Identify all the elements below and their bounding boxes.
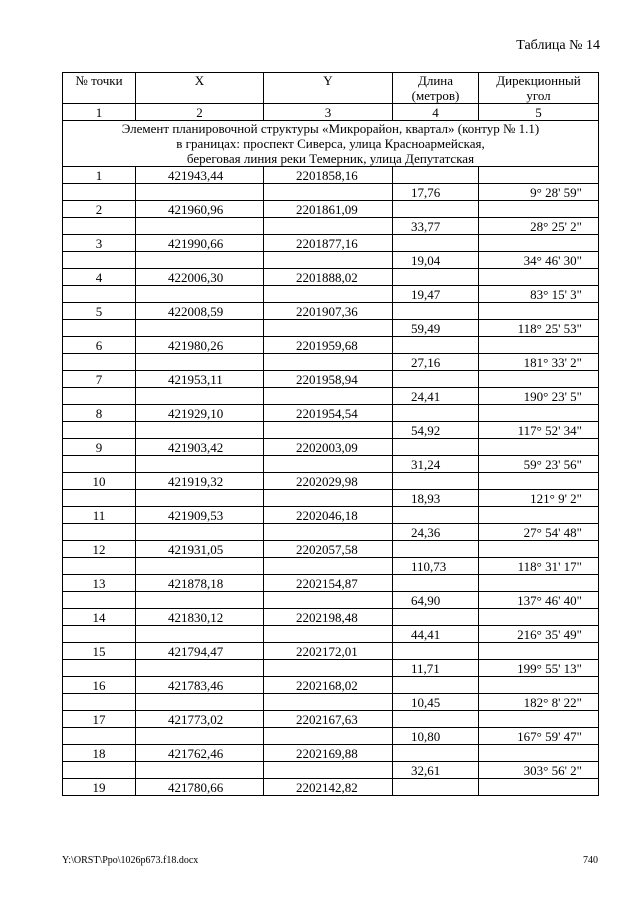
segment-row (63, 490, 599, 507)
segment-length: 31,24 (393, 456, 479, 473)
empty-cell (393, 541, 479, 558)
empty-cell (393, 167, 479, 184)
empty-cell (479, 575, 599, 592)
point-number: 17 (63, 711, 136, 728)
empty-cell (264, 490, 393, 507)
segment-length: 27,16 (393, 354, 479, 371)
empty-cell (264, 728, 393, 745)
empty-cell (136, 558, 264, 575)
direction-angle: 28° 25' 2" (479, 218, 599, 235)
section-caption-line: Элемент планировочной структуры «Микрорайон, квартал» (контур № 1.1) (121, 121, 540, 136)
y-coordinate: 2201888,02 (264, 269, 393, 286)
segment-length: 10,45 (393, 694, 479, 711)
empty-cell (264, 660, 393, 677)
point-row (63, 745, 599, 762)
empty-cell (136, 422, 264, 439)
y-coordinate: 2202029,98 (264, 473, 393, 490)
x-coordinate: 421780,66 (136, 779, 264, 796)
empty-cell (136, 184, 264, 201)
empty-cell (136, 524, 264, 541)
empty-cell (479, 711, 599, 728)
point-row (63, 201, 599, 218)
empty-cell (479, 677, 599, 694)
empty-cell (63, 388, 136, 405)
empty-cell (479, 269, 599, 286)
y-coordinate: 2201861,09 (264, 201, 393, 218)
empty-cell (136, 762, 264, 779)
empty-cell (393, 677, 479, 694)
segment-length: 44,41 (393, 626, 479, 643)
footer-page-number: 740 (583, 855, 598, 866)
segment-length: 17,76 (393, 184, 479, 201)
empty-cell (264, 762, 393, 779)
point-number: 19 (63, 779, 136, 796)
empty-cell (393, 711, 479, 728)
point-row (63, 541, 599, 558)
x-coordinate: 421773,02 (136, 711, 264, 728)
x-coordinate: 421960,96 (136, 201, 264, 218)
y-coordinate: 2202154,87 (264, 575, 393, 592)
empty-cell (63, 354, 136, 371)
segment-length: 64,90 (393, 592, 479, 609)
empty-cell (393, 745, 479, 762)
empty-cell (63, 456, 136, 473)
column-header-length: Длина (метров) (393, 73, 479, 104)
empty-cell (63, 490, 136, 507)
x-coordinate: 421909,53 (136, 507, 264, 524)
x-coordinate: 421830,12 (136, 609, 264, 626)
y-coordinate: 2201959,68 (264, 337, 393, 354)
section-caption (63, 121, 599, 167)
empty-cell (393, 575, 479, 592)
point-number: 14 (63, 609, 136, 626)
empty-cell (479, 643, 599, 660)
empty-cell (136, 456, 264, 473)
point-number: 10 (63, 473, 136, 490)
empty-cell (264, 524, 393, 541)
x-coordinate: 421980,26 (136, 337, 264, 354)
section-caption-line: в границах: проспект Сиверса, улица Красноармейская, (176, 136, 485, 151)
direction-angle: 121° 9' 2" (479, 490, 599, 507)
header-row (63, 73, 599, 104)
empty-cell (393, 371, 479, 388)
x-coordinate: 421953,11 (136, 371, 264, 388)
point-row (63, 337, 599, 354)
segment-length: 18,93 (393, 490, 479, 507)
segment-row (63, 422, 599, 439)
empty-cell (479, 337, 599, 354)
point-row (63, 303, 599, 320)
segment-length: 54,92 (393, 422, 479, 439)
empty-cell (479, 201, 599, 218)
empty-cell (264, 626, 393, 643)
direction-angle: 190° 23' 5" (479, 388, 599, 405)
point-number: 3 (63, 235, 136, 252)
y-coordinate: 2202169,88 (264, 745, 393, 762)
empty-cell (264, 218, 393, 235)
direction-angle: 117° 52' 34" (479, 422, 599, 439)
column-header-y: Y (264, 73, 393, 104)
segment-length: 19,47 (393, 286, 479, 303)
empty-cell (136, 252, 264, 269)
empty-cell (264, 252, 393, 269)
segment-row (63, 286, 599, 303)
column-number-row (63, 104, 599, 121)
x-coordinate: 421990,66 (136, 235, 264, 252)
empty-cell (264, 456, 393, 473)
y-coordinate: 2202168,02 (264, 677, 393, 694)
column-number: 2 (136, 104, 264, 121)
x-coordinate: 421929,10 (136, 405, 264, 422)
segment-row (63, 592, 599, 609)
segment-length: 110,73 (393, 558, 479, 575)
y-coordinate: 2201907,36 (264, 303, 393, 320)
direction-angle: 303° 56' 2" (479, 762, 599, 779)
point-number: 1 (63, 167, 136, 184)
x-coordinate: 421783,46 (136, 677, 264, 694)
empty-cell (63, 422, 136, 439)
empty-cell (136, 354, 264, 371)
empty-cell (479, 371, 599, 388)
empty-cell (63, 592, 136, 609)
empty-cell (264, 558, 393, 575)
segment-row (63, 354, 599, 371)
x-coordinate: 421903,42 (136, 439, 264, 456)
point-row (63, 439, 599, 456)
segment-length: 33,77 (393, 218, 479, 235)
point-row (63, 473, 599, 490)
empty-cell (479, 507, 599, 524)
empty-cell (63, 660, 136, 677)
column-number: 5 (479, 104, 599, 121)
empty-cell (264, 388, 393, 405)
empty-cell (479, 405, 599, 422)
empty-cell (63, 694, 136, 711)
y-coordinate: 2201958,94 (264, 371, 393, 388)
empty-cell (479, 439, 599, 456)
point-row (63, 507, 599, 524)
point-number: 8 (63, 405, 136, 422)
segment-row (63, 626, 599, 643)
segment-row (63, 762, 599, 779)
segment-length: 32,61 (393, 762, 479, 779)
segment-length: 24,41 (393, 388, 479, 405)
y-coordinate: 2202057,58 (264, 541, 393, 558)
empty-cell (264, 184, 393, 201)
segment-length: 10,80 (393, 728, 479, 745)
footer-file-path: Y:\ORST\Ppo\1026p673.f18.docx (62, 855, 199, 866)
section-row (63, 121, 599, 167)
empty-cell (136, 388, 264, 405)
empty-cell (63, 626, 136, 643)
direction-angle: 216° 35' 49" (479, 626, 599, 643)
empty-cell (136, 592, 264, 609)
point-row (63, 779, 599, 796)
empty-cell (479, 167, 599, 184)
point-number: 15 (63, 643, 136, 660)
direction-angle: 118° 31' 17" (479, 558, 599, 575)
empty-cell (136, 286, 264, 303)
y-coordinate: 2202198,48 (264, 609, 393, 626)
empty-cell (393, 473, 479, 490)
segment-row (63, 218, 599, 235)
empty-cell (264, 286, 393, 303)
empty-cell (63, 320, 136, 337)
point-number: 12 (63, 541, 136, 558)
empty-cell (264, 592, 393, 609)
point-number: 7 (63, 371, 136, 388)
point-number: 16 (63, 677, 136, 694)
y-coordinate: 2202167,63 (264, 711, 393, 728)
column-header-x: X (136, 73, 264, 104)
y-coordinate: 2201858,16 (264, 167, 393, 184)
segment-length: 24,36 (393, 524, 479, 541)
empty-cell (393, 507, 479, 524)
point-row (63, 269, 599, 286)
point-row (63, 235, 599, 252)
empty-cell (63, 286, 136, 303)
point-number: 9 (63, 439, 136, 456)
direction-angle: 137° 46' 40" (479, 592, 599, 609)
empty-cell (264, 422, 393, 439)
point-number: 11 (63, 507, 136, 524)
segment-row (63, 524, 599, 541)
y-coordinate: 2202003,09 (264, 439, 393, 456)
direction-angle: 182° 8' 22" (479, 694, 599, 711)
segment-row (63, 252, 599, 269)
empty-cell (136, 728, 264, 745)
segment-row (63, 728, 599, 745)
empty-cell (393, 337, 479, 354)
empty-cell (136, 660, 264, 677)
empty-cell (264, 694, 393, 711)
empty-cell (136, 218, 264, 235)
empty-cell (136, 320, 264, 337)
segment-row (63, 660, 599, 677)
point-row (63, 677, 599, 694)
empty-cell (393, 439, 479, 456)
empty-cell (63, 252, 136, 269)
segment-row (63, 558, 599, 575)
column-header-angle: Дирекционный угол (479, 73, 599, 104)
x-coordinate: 421919,32 (136, 473, 264, 490)
x-coordinate: 422008,59 (136, 303, 264, 320)
direction-angle: 199° 55' 13" (479, 660, 599, 677)
direction-angle: 59° 23' 56" (479, 456, 599, 473)
empty-cell (264, 354, 393, 371)
point-number: 18 (63, 745, 136, 762)
x-coordinate: 421762,46 (136, 745, 264, 762)
direction-angle: 167° 59' 47" (479, 728, 599, 745)
x-coordinate: 421794,47 (136, 643, 264, 660)
coordinates-table (62, 72, 599, 796)
empty-cell (63, 728, 136, 745)
y-coordinate: 2202172,01 (264, 643, 393, 660)
segment-length: 19,04 (393, 252, 479, 269)
empty-cell (393, 405, 479, 422)
table-title: Таблица № 14 (516, 38, 600, 53)
segment-row (63, 694, 599, 711)
point-number: 13 (63, 575, 136, 592)
x-coordinate: 422006,30 (136, 269, 264, 286)
segment-length: 11,71 (393, 660, 479, 677)
segment-length: 59,49 (393, 320, 479, 337)
y-coordinate: 2202142,82 (264, 779, 393, 796)
empty-cell (393, 609, 479, 626)
x-coordinate: 421878,18 (136, 575, 264, 592)
segment-row (63, 184, 599, 201)
empty-cell (136, 694, 264, 711)
empty-cell (479, 303, 599, 320)
empty-cell (393, 269, 479, 286)
y-coordinate: 2202046,18 (264, 507, 393, 524)
point-number: 5 (63, 303, 136, 320)
point-row (63, 405, 599, 422)
empty-cell (479, 745, 599, 762)
column-number: 4 (393, 104, 479, 121)
segment-row (63, 456, 599, 473)
empty-cell (479, 779, 599, 796)
point-row (63, 575, 599, 592)
empty-cell (63, 558, 136, 575)
segment-row (63, 320, 599, 337)
column-number: 3 (264, 104, 393, 121)
empty-cell (136, 626, 264, 643)
point-row (63, 643, 599, 660)
point-row (63, 609, 599, 626)
column-header-point: № точки (63, 73, 136, 104)
point-row (63, 711, 599, 728)
point-number: 4 (63, 269, 136, 286)
empty-cell (393, 303, 479, 320)
y-coordinate: 2201954,54 (264, 405, 393, 422)
point-number: 2 (63, 201, 136, 218)
y-coordinate: 2201877,16 (264, 235, 393, 252)
point-row (63, 371, 599, 388)
empty-cell (393, 779, 479, 796)
direction-angle: 9° 28' 59" (479, 184, 599, 201)
direction-angle: 118° 25' 53" (479, 320, 599, 337)
empty-cell (264, 320, 393, 337)
section-caption-line: береговая линия реки Темерник, улица Депутатская (186, 151, 475, 166)
point-row (63, 167, 599, 184)
empty-cell (479, 473, 599, 490)
empty-cell (136, 490, 264, 507)
empty-cell (63, 218, 136, 235)
direction-angle: 181° 33' 2" (479, 354, 599, 371)
segment-row (63, 388, 599, 405)
column-number: 1 (63, 104, 136, 121)
empty-cell (479, 609, 599, 626)
x-coordinate: 421931,05 (136, 541, 264, 558)
empty-cell (63, 762, 136, 779)
direction-angle: 27° 54' 48" (479, 524, 599, 541)
empty-cell (63, 524, 136, 541)
direction-angle: 83° 15' 3" (479, 286, 599, 303)
empty-cell (63, 184, 136, 201)
empty-cell (479, 235, 599, 252)
direction-angle: 34° 46' 30" (479, 252, 599, 269)
empty-cell (393, 643, 479, 660)
empty-cell (479, 541, 599, 558)
point-number: 6 (63, 337, 136, 354)
x-coordinate: 421943,44 (136, 167, 264, 184)
empty-cell (393, 201, 479, 218)
empty-cell (393, 235, 479, 252)
